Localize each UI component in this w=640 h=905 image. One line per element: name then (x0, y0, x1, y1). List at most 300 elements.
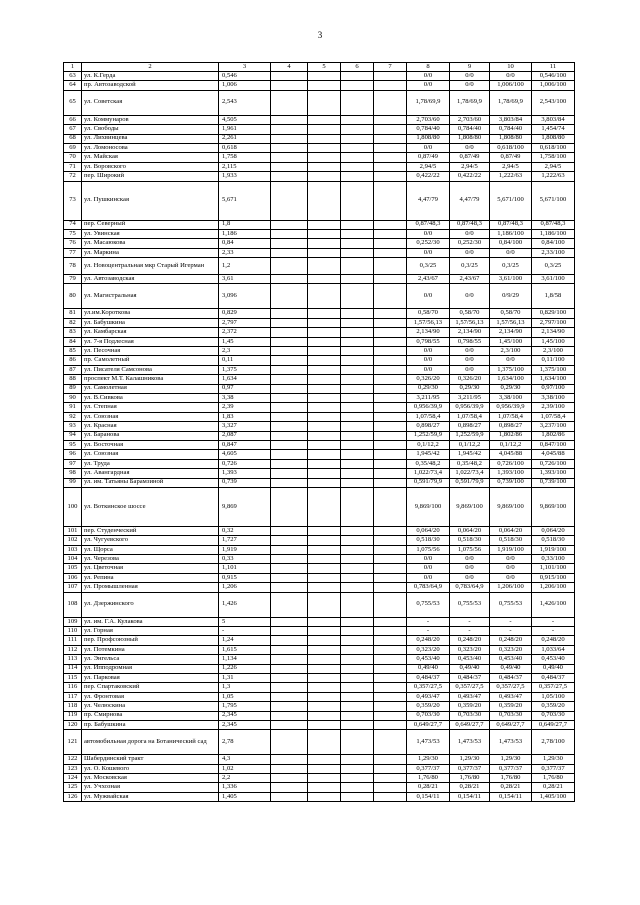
row-number: 117 (64, 692, 82, 701)
empty-cell (341, 356, 374, 365)
value-col-8: 0,252/30 (407, 239, 450, 248)
road-length: 0,829 (219, 309, 271, 318)
street-name: ул. Цветочная (82, 564, 219, 573)
street-name: ул. Союзная (82, 450, 219, 459)
road-length: 2,33 (219, 248, 271, 257)
empty-cell (341, 636, 374, 645)
empty-cell (308, 365, 341, 374)
empty-cell (271, 72, 308, 81)
value-col-10: 1,45/100 (490, 337, 532, 346)
road-length: 1,393 (219, 469, 271, 478)
row-number: 111 (64, 636, 82, 645)
table-row (64, 115, 575, 124)
table-row (64, 347, 575, 356)
empty-cell (271, 755, 308, 764)
table-row (64, 655, 575, 664)
empty-cell (374, 393, 407, 402)
value-col-11: 1,634/100 (532, 375, 575, 384)
value-col-10: 0,28/21 (490, 783, 532, 792)
empty-cell (308, 384, 341, 393)
value-col-9: 0,755/53 (450, 592, 490, 617)
row-number: 110 (64, 627, 82, 636)
row-number: 97 (64, 459, 82, 468)
value-col-9: 0,453/40 (450, 655, 490, 664)
street-name: пр. Смирнова (82, 711, 219, 720)
empty-cell (308, 72, 341, 81)
value-col-8: 0,58/70 (407, 309, 450, 318)
empty-cell (308, 375, 341, 384)
empty-cell (341, 393, 374, 402)
row-number: 124 (64, 774, 82, 783)
empty-cell (271, 125, 308, 134)
street-name: ул. Песочная (82, 347, 219, 356)
value-col-9: 0,252/30 (450, 239, 490, 248)
road-length: 1,186 (219, 229, 271, 238)
row-number: 98 (64, 469, 82, 478)
table-row (64, 583, 575, 592)
empty-cell (271, 239, 308, 248)
row-number: 82 (64, 318, 82, 327)
value-col-9: 0/0 (450, 356, 490, 365)
row-number: 126 (64, 792, 82, 801)
empty-cell (308, 783, 341, 792)
empty-cell (341, 143, 374, 152)
street-name: ул. Дзержинского (82, 592, 219, 617)
road-length: 3,096 (219, 284, 271, 309)
value-col-9: 0/0 (450, 248, 490, 257)
row-number: 120 (64, 720, 82, 729)
value-col-8: - (407, 617, 450, 626)
empty-cell (374, 573, 407, 582)
empty-cell (374, 347, 407, 356)
value-col-11: 1,206/100 (532, 583, 575, 592)
value-col-8: 0,783/64,9 (407, 583, 450, 592)
empty-cell (374, 375, 407, 384)
street-name: ул. Чугуевского (82, 536, 219, 545)
empty-cell (374, 487, 407, 526)
value-col-8: 4,47/79 (407, 181, 450, 220)
road-length: 1,615 (219, 645, 271, 654)
table-row (64, 422, 575, 431)
empty-cell (308, 450, 341, 459)
value-col-9: 0,87/49 (450, 153, 490, 162)
street-name: ул. Увинская (82, 229, 219, 238)
road-length: 0,739 (219, 478, 271, 487)
row-number: 80 (64, 284, 82, 309)
empty-cell (308, 764, 341, 773)
value-col-9: 0,898/27 (450, 422, 490, 431)
road-length: 3,327 (219, 422, 271, 431)
value-col-8: 0,649/27,7 (407, 720, 450, 729)
empty-cell (271, 627, 308, 636)
value-col-9: 0/0 (450, 229, 490, 238)
empty-cell (374, 365, 407, 374)
value-col-9: 0/0 (450, 564, 490, 573)
street-name: проспект М.Т. Калашникова (82, 375, 219, 384)
value-col-11: 0,726/100 (532, 459, 575, 468)
empty-cell (271, 248, 308, 257)
empty-cell (271, 258, 308, 275)
value-col-11: 0,84/100 (532, 239, 575, 248)
value-col-8: 0,248/20 (407, 636, 450, 645)
empty-cell (374, 583, 407, 592)
empty-cell (271, 328, 308, 337)
value-col-10: 0,29/30 (490, 384, 532, 393)
value-col-9: 1,075/56 (450, 545, 490, 554)
value-col-9: 0,35/48,2 (450, 459, 490, 468)
header-cell: 4 (271, 63, 308, 72)
empty-cell (341, 365, 374, 374)
value-col-8: 0/0 (407, 248, 450, 257)
value-col-10: 1,78/69,9 (490, 90, 532, 115)
empty-cell (341, 72, 374, 81)
empty-cell (271, 730, 308, 755)
value-col-8: 0,898/27 (407, 422, 450, 431)
value-col-8: 2,134/90 (407, 328, 450, 337)
empty-cell (271, 673, 308, 682)
empty-cell (271, 564, 308, 573)
empty-cell (374, 143, 407, 152)
table-row (64, 393, 575, 402)
empty-cell (374, 792, 407, 801)
empty-cell (308, 755, 341, 764)
street-name: ул. Черезова (82, 555, 219, 564)
value-col-11: 2,94/5 (532, 162, 575, 171)
road-length: 1,05 (219, 692, 271, 701)
empty-cell (271, 592, 308, 617)
value-col-8: 1,945/42 (407, 450, 450, 459)
empty-cell (374, 125, 407, 134)
street-name: пер. Широкий (82, 172, 219, 181)
empty-cell (341, 755, 374, 764)
empty-cell (271, 412, 308, 421)
value-col-11: 1,07/58,4 (532, 412, 575, 421)
header-cell: 9 (450, 63, 490, 72)
table-row (64, 730, 575, 755)
value-col-9: 0,58/70 (450, 309, 490, 318)
value-col-8: 9,869/100 (407, 487, 450, 526)
street-name: ул. Промышленная (82, 583, 219, 592)
empty-cell (341, 90, 374, 115)
header-cell: 8 (407, 63, 450, 72)
road-length: 0,726 (219, 459, 271, 468)
value-col-10: 0,84/100 (490, 239, 532, 248)
row-number: 114 (64, 664, 82, 673)
value-col-9: 3,211/95 (450, 393, 490, 402)
row-number: 122 (64, 755, 82, 764)
street-name: ул. Московская (82, 774, 219, 783)
empty-cell (374, 683, 407, 692)
row-number: 99 (64, 478, 82, 487)
header-cell: 7 (374, 63, 407, 72)
empty-cell (308, 440, 341, 449)
empty-cell (374, 239, 407, 248)
row-number: 108 (64, 592, 82, 617)
empty-cell (341, 328, 374, 337)
value-col-10: 0,359/20 (490, 702, 532, 711)
empty-cell (341, 403, 374, 412)
empty-cell (341, 375, 374, 384)
row-number: 73 (64, 181, 82, 220)
road-length: 1,8 (219, 220, 271, 229)
empty-cell (341, 664, 374, 673)
value-col-11: 0,377/37 (532, 764, 575, 773)
table-row (64, 375, 575, 384)
street-name: ул. Свободы (82, 125, 219, 134)
row-number: 88 (64, 375, 82, 384)
value-col-11: 1,05/100 (532, 692, 575, 701)
table-row (64, 431, 575, 440)
empty-cell (341, 583, 374, 592)
value-col-10: 0,518/30 (490, 536, 532, 545)
value-col-10: 2,134/90 (490, 328, 532, 337)
empty-cell (341, 258, 374, 275)
table-row (64, 328, 575, 337)
empty-cell (271, 526, 308, 535)
empty-cell (374, 309, 407, 318)
empty-cell (308, 258, 341, 275)
street-name: ул. Энгельса (82, 655, 219, 664)
empty-cell (271, 655, 308, 664)
empty-cell (308, 720, 341, 729)
value-col-10: 2,94/5 (490, 162, 532, 171)
value-col-11: 0,97/100 (532, 384, 575, 393)
row-number: 123 (64, 764, 82, 773)
table-row (64, 220, 575, 229)
empty-cell (374, 72, 407, 81)
table-row (64, 755, 575, 764)
empty-cell (341, 545, 374, 554)
value-col-11: 1,45/100 (532, 337, 575, 346)
row-number: 65 (64, 90, 82, 115)
value-col-9: 0,422/22 (450, 172, 490, 181)
value-col-11: 3,61/100 (532, 275, 575, 284)
row-number: 64 (64, 81, 82, 90)
table-row (64, 81, 575, 90)
road-length: 1,006 (219, 81, 271, 90)
table-row (64, 309, 575, 318)
value-col-9: 1,76/80 (450, 774, 490, 783)
value-col-11: 1,186/100 (532, 229, 575, 238)
road-length: 2,543 (219, 90, 271, 115)
empty-cell (341, 617, 374, 626)
empty-cell (374, 555, 407, 564)
table-row (64, 774, 575, 783)
value-col-9: 0,518/30 (450, 536, 490, 545)
empty-cell (271, 792, 308, 801)
street-name: ул. Бабушкина (82, 318, 219, 327)
row-number: 85 (64, 347, 82, 356)
value-col-8: 2,703/60 (407, 115, 450, 124)
empty-cell (308, 774, 341, 783)
row-number: 66 (64, 115, 82, 124)
empty-cell (308, 393, 341, 402)
empty-cell (308, 545, 341, 554)
value-col-11: 0,453/40 (532, 655, 575, 664)
value-col-9: 4,47/79 (450, 181, 490, 220)
value-col-11: 2,134/90 (532, 328, 575, 337)
empty-cell (271, 318, 308, 327)
road-length: 1,31 (219, 673, 271, 682)
row-number: 104 (64, 555, 82, 564)
empty-cell (271, 545, 308, 554)
empty-cell (374, 328, 407, 337)
empty-cell (341, 764, 374, 773)
header-cell: 10 (490, 63, 532, 72)
header-cell: 2 (82, 63, 219, 72)
header-row (64, 63, 575, 72)
empty-cell (374, 526, 407, 535)
street-name: ул. Восточная (82, 440, 219, 449)
table-row (64, 536, 575, 545)
value-col-11: 1,393/100 (532, 469, 575, 478)
empty-cell (271, 384, 308, 393)
street-name: ул. Воровского (82, 162, 219, 171)
road-length: 2,087 (219, 431, 271, 440)
value-col-11: 1,375/100 (532, 365, 575, 374)
value-col-8: 0,87/49 (407, 153, 450, 162)
street-name: ул. Лихвинцева (82, 134, 219, 143)
street-name: пер. Студенческий (82, 526, 219, 535)
street-name: ул. О. Кошевого (82, 764, 219, 773)
empty-cell (374, 412, 407, 421)
empty-cell (271, 478, 308, 487)
row-number: 105 (64, 564, 82, 573)
empty-cell (271, 365, 308, 374)
empty-cell (271, 555, 308, 564)
road-length: 0,11 (219, 356, 271, 365)
value-col-11: 0,359/20 (532, 702, 575, 711)
empty-cell (374, 81, 407, 90)
empty-cell (308, 181, 341, 220)
empty-cell (374, 655, 407, 664)
row-number: 81 (64, 309, 82, 318)
value-col-9: 0,703/30 (450, 711, 490, 720)
street-name: ул. 7-я Подлесная (82, 337, 219, 346)
street-name: ул. Воткинское шоссе (82, 487, 219, 526)
value-col-8: 0/0 (407, 72, 450, 81)
empty-cell (308, 337, 341, 346)
empty-cell (374, 536, 407, 545)
value-col-8: 0,377/37 (407, 764, 450, 773)
road-length: 1,02 (219, 764, 271, 773)
empty-cell (374, 220, 407, 229)
empty-cell (374, 172, 407, 181)
empty-cell (374, 702, 407, 711)
value-col-8: 3,211/95 (407, 393, 450, 402)
empty-cell (341, 347, 374, 356)
empty-cell (374, 90, 407, 115)
table-row (64, 162, 575, 171)
empty-cell (271, 181, 308, 220)
empty-cell (271, 664, 308, 673)
empty-cell (271, 711, 308, 720)
empty-cell (374, 115, 407, 124)
value-col-8: 0,484/37 (407, 673, 450, 682)
value-col-8: 1,07/58,4 (407, 412, 450, 421)
value-col-8: 0/0 (407, 81, 450, 90)
street-name: ул. Щорса (82, 545, 219, 554)
value-col-9: 0,28/21 (450, 783, 490, 792)
empty-cell (308, 318, 341, 327)
value-col-10: 0,377/37 (490, 764, 532, 773)
road-length: 2,115 (219, 162, 271, 171)
value-col-11: 0,28/21 (532, 783, 575, 792)
row-number: 75 (64, 229, 82, 238)
row-number: 96 (64, 450, 82, 459)
street-name: ул. Новоцентральная мкр Старый Игерман (82, 258, 219, 275)
empty-cell (271, 459, 308, 468)
empty-cell (308, 469, 341, 478)
value-col-9: 0/0 (450, 573, 490, 582)
value-col-9: 0/0 (450, 365, 490, 374)
value-col-9: 1,022/73,4 (450, 469, 490, 478)
street-name: пер. Северный (82, 220, 219, 229)
road-length: 2,797 (219, 318, 271, 327)
empty-cell (271, 81, 308, 90)
street-name: пр. Бабушкина (82, 720, 219, 729)
street-name: ул. Автозаводская (82, 275, 219, 284)
value-col-10: 0/0 (490, 248, 532, 257)
row-number: 87 (64, 365, 82, 374)
empty-cell (271, 536, 308, 545)
value-col-11: 0,703/30 (532, 711, 575, 720)
value-col-8: 0,784/40 (407, 125, 450, 134)
empty-cell (374, 636, 407, 645)
value-col-8: 0/0 (407, 555, 450, 564)
value-col-11: 0,915/100 (532, 573, 575, 582)
value-col-11: 0,518/30 (532, 536, 575, 545)
empty-cell (341, 792, 374, 801)
street-name: ул. Пушкинская (82, 181, 219, 220)
value-col-11: 9,869/100 (532, 487, 575, 526)
table-row (64, 181, 575, 220)
value-col-8: 0/0 (407, 229, 450, 238)
value-col-10: 1,919/100 (490, 545, 532, 554)
value-col-11: 4,045/88 (532, 450, 575, 459)
row-number: 84 (64, 337, 82, 346)
row-number: 94 (64, 431, 82, 440)
table-row (64, 384, 575, 393)
value-col-9: 2,94/5 (450, 162, 490, 171)
value-col-11: 0,87/48,3 (532, 220, 575, 229)
value-col-11: 2,33/100 (532, 248, 575, 257)
road-length: 1,226 (219, 664, 271, 673)
empty-cell (374, 162, 407, 171)
value-col-8: 0,956/39,9 (407, 403, 450, 412)
value-col-11: 1,919/100 (532, 545, 575, 554)
value-col-8: 1,78/69,9 (407, 90, 450, 115)
empty-cell (374, 730, 407, 755)
empty-cell (271, 347, 308, 356)
header-cell: 6 (341, 63, 374, 72)
value-col-10: - (490, 627, 532, 636)
table-row (64, 134, 575, 143)
row-number: 69 (64, 143, 82, 152)
empty-cell (308, 422, 341, 431)
street-name: ул. Ипподромная (82, 664, 219, 673)
value-col-8: 0/0 (407, 564, 450, 573)
table-row (64, 555, 575, 564)
value-col-9: 0,248/20 (450, 636, 490, 645)
value-col-10: 0/0 (490, 555, 532, 564)
empty-cell (341, 431, 374, 440)
table-row (64, 143, 575, 152)
row-number: 107 (64, 583, 82, 592)
value-col-10: 0,58/70 (490, 309, 532, 318)
street-name: ул. им. Татьяны Барамзиной (82, 478, 219, 487)
empty-cell (341, 412, 374, 421)
